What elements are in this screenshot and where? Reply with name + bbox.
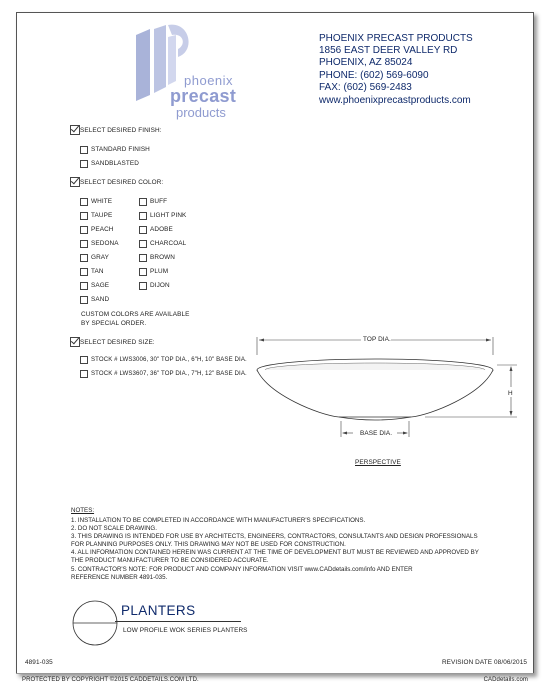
color-sedona-checkbox[interactable]	[80, 240, 88, 248]
color-white-checkbox[interactable]	[80, 198, 88, 206]
size-heading: SELECT DESIRED SIZE:	[80, 339, 155, 346]
color-gray-label: GRAY	[91, 254, 110, 261]
page-footer	[16, 673, 534, 686]
color-light-pink-checkbox[interactable]	[139, 212, 147, 220]
finish-standard-label: STANDARD FINISH	[91, 146, 150, 153]
note-line-1: 1. INSTALLATION TO BE COMPLETED IN ACCORDANCE WITH MANUFACTURER'S SPECIFICATIONS.	[71, 517, 366, 524]
company-address-line2: PHOENIX, AZ 85024	[319, 57, 413, 68]
size-lws3607-checkbox[interactable]	[80, 370, 88, 378]
color-light-pink-label: LIGHT PINK	[150, 212, 187, 219]
company-phone: PHONE: (602) 569-6090	[319, 70, 429, 81]
custom-colors-note-line2: BY SPECIAL ORDER.	[81, 320, 147, 327]
size-lws3006-checkbox[interactable]	[80, 356, 88, 364]
note-line-4b: THE PRODUCT MANUFACTURER TO BE CONSIDERED ACCURATE.	[71, 557, 269, 564]
color-tan-label: TAN	[91, 268, 104, 275]
size-lws3006-label: STOCK # LWS3006, 30" TOP DIA., 6"H, 10" BASE DIA.	[91, 356, 247, 363]
color-plum-label: PLUM	[150, 268, 169, 275]
company-address-line1: 1856 EAST DEER VALLEY RD	[319, 45, 458, 56]
logo-word-precast: precast	[170, 86, 237, 106]
color-charcoal-label: CHARCOAL	[150, 240, 187, 247]
color-section-check-icon	[70, 177, 80, 187]
finish-section-check-icon	[70, 125, 80, 135]
color-gray-checkbox[interactable]	[80, 254, 88, 262]
custom-colors-note-line1: CUSTOM COLORS ARE AVAILABLE	[81, 311, 190, 318]
revision-date: REVISION DATE 08/06/2015	[441, 659, 527, 666]
notes-heading: NOTES:	[71, 507, 95, 514]
finish-standard-checkbox[interactable]	[80, 146, 88, 154]
height-label: H	[508, 390, 513, 397]
logo-word-phoenix: phoenix	[184, 73, 234, 88]
color-charcoal-checkbox[interactable]	[139, 240, 147, 248]
color-brown-checkbox[interactable]	[139, 254, 147, 262]
color-buff-label: BUFF	[150, 198, 168, 205]
color-sage-label: SAGE	[91, 282, 110, 289]
sheet-number: 4891-035	[25, 659, 53, 666]
company-website[interactable]: www.phoenixprecastproducts.com	[319, 95, 471, 106]
color-peach-label: PEACH	[91, 226, 114, 233]
title-circle-icon	[71, 599, 119, 647]
color-adobe-checkbox[interactable]	[139, 226, 147, 234]
color-sand-label: SAND	[91, 296, 110, 303]
note-line-5: 5. CONTRACTOR'S NOTE: FOR PRODUCT AND COMPANY INFORMATION VISIT www.CADdetails.com/info AND ENTER	[71, 566, 413, 573]
logo-word-products: products	[176, 105, 226, 120]
note-line-3b: FOR PLANNING PURPOSES ONLY. THIS DRAWING MAY NOT BE USED FOR CONSTRUCTION.	[71, 541, 346, 548]
color-plum-checkbox[interactable]	[139, 268, 147, 276]
color-white-label: WHITE	[91, 198, 113, 205]
color-tan-checkbox[interactable]	[80, 268, 88, 276]
caddetails-site[interactable]: CADdetails.com	[483, 677, 528, 683]
color-sage-checkbox[interactable]	[80, 282, 88, 290]
wok-planter-perspective-drawing	[249, 325, 519, 445]
company-name: PHOENIX PRECAST PRODUCTS	[319, 33, 473, 44]
color-buff-checkbox[interactable]	[139, 198, 147, 206]
title-main: PLANTERS	[121, 603, 196, 618]
finish-sandblasted-label: SANDBLASTED	[91, 160, 139, 167]
color-brown-label: BROWN	[150, 254, 175, 261]
color-taupe-label: TAUPE	[91, 212, 113, 219]
copyright-notice: PROTECTED BY COPYRIGHT ©2015 CADDETAILS.COM LTD.	[22, 677, 199, 683]
perspective-caption: PERSPECTIVE	[355, 459, 401, 466]
note-line-5b: REFERENCE NUMBER 4891-035.	[71, 574, 168, 581]
finish-sandblasted-checkbox[interactable]	[80, 160, 88, 168]
note-line-2: 2. DO NOT SCALE DRAWING.	[71, 525, 157, 532]
top-dia-label: TOP DIA.	[363, 336, 391, 343]
finish-heading: SELECT DESIRED FINISH:	[80, 127, 162, 134]
color-peach-checkbox[interactable]	[80, 226, 88, 234]
color-taupe-checkbox[interactable]	[80, 212, 88, 220]
color-dijon-label: DIJON	[150, 282, 170, 289]
color-sedona-label: SEDONA	[91, 240, 119, 247]
size-section-check-icon	[70, 337, 80, 347]
title-underline	[115, 621, 241, 622]
drawing-sheet	[16, 12, 534, 674]
color-heading: SELECT DESIRED COLOR:	[80, 179, 164, 186]
color-sand-checkbox[interactable]	[80, 296, 88, 304]
size-lws3607-label: STOCK # LWS3607, 36" TOP DIA., 7"H, 12" BASE DIA.	[91, 370, 247, 377]
color-dijon-checkbox[interactable]	[139, 282, 147, 290]
title-subtitle: LOW PROFILE WOK SERIES PLANTERS	[123, 627, 248, 634]
company-fax: FAX: (602) 569-2483	[319, 82, 412, 93]
color-adobe-label: ADOBE	[150, 226, 173, 233]
note-line-3: 3. THIS DRAWING IS INTENDED FOR USE BY ARCHITECTS, ENGINEERS, CONTRACTORS, CONSULTANTS AND DESIGN PROFESSIONALS	[71, 533, 478, 540]
base-dia-label: BASE DIA.	[360, 430, 393, 437]
note-line-4: 4. ALL INFORMATION CONTAINED HEREIN WAS CURRENT AT THE TIME OF DEVELOPMENT BUT MUST BE REVIEWED AND APPROVED BY	[71, 549, 479, 556]
